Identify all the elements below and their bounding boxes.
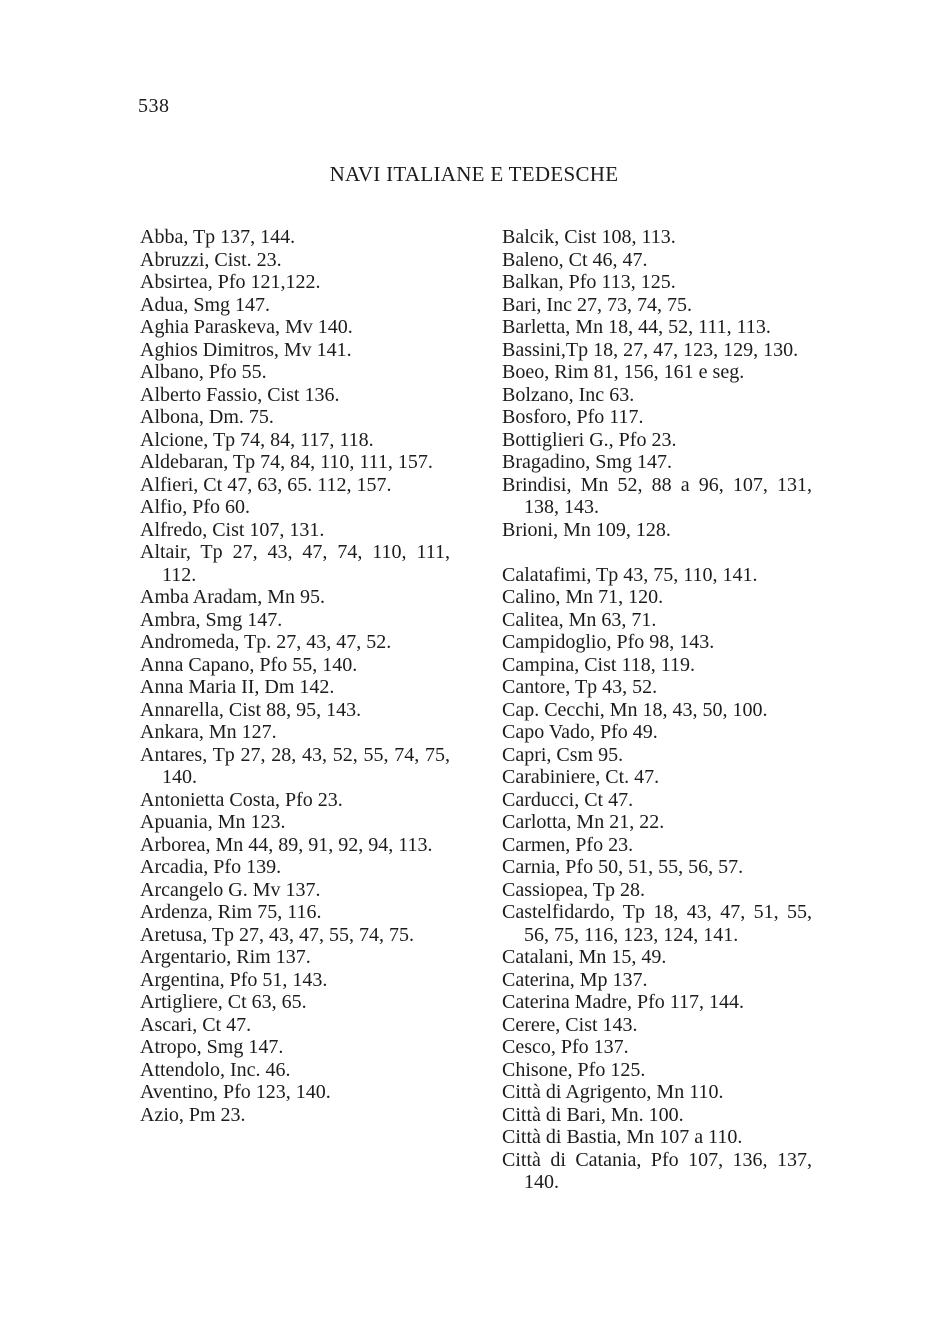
index-entry: Cap. Cecchi, Mn 18, 43, 50, 100. <box>502 698 768 721</box>
index-entry: Caterina, Mp 137. <box>502 968 648 991</box>
index-entry: Città di Agrigento, Mn 110. <box>502 1081 724 1103</box>
index-entry: Amba Aradam, Mn 95. <box>140 586 325 608</box>
index-entry: Carnia, Pfo 50, 51, 55, 56, 57. <box>502 856 744 878</box>
index-entry: Ankara, Mn 127. <box>140 721 277 743</box>
index-entry: Città di Bastia, Mn 107 a 110. <box>502 1126 743 1148</box>
index-entry: Calatafimi, Tp 43, 75, 110, 141. <box>502 563 758 586</box>
index-entry: Brioni, Mn 109, 128. <box>502 518 671 541</box>
index-column-left <box>140 226 450 1126</box>
index-entry: Aghios Dimitros, Mv 141. <box>140 338 352 361</box>
index-entry: Calitea, Mn 63, 71. <box>502 608 657 631</box>
index-entry: Annarella, Cist 88, 95, 143. <box>140 698 362 721</box>
index-entry: Campina, Cist 118, 119. <box>502 653 695 676</box>
index-entry: Bassini,Tp 18, 27, 47, 123, 129, 130. <box>502 338 799 361</box>
index-entry: Aventino, Pfo 123, 140. <box>140 1081 331 1103</box>
index-entry: Capri, Csm 95. <box>502 743 624 766</box>
index-entry: Aghia Paraskeva, Mv 140. <box>140 316 353 338</box>
index-entry: Carmen, Pfo 23. <box>502 833 634 856</box>
index-entry: Alfieri, Ct 47, 63, 65. 112, 157. <box>140 473 392 496</box>
index-entry: Carlotta, Mn 21, 22. <box>502 811 665 833</box>
index-entry: Brindisi, Mn 52, 88 a 96, 107, 131, 138, 143. <box>502 473 812 518</box>
index-entry: Aretusa, Tp 27, 43, 47, 55, 74, 75. <box>140 923 415 946</box>
index-entry: Città di Bari, Mn. 100. <box>502 1103 684 1126</box>
index-entry: Città di Catania, Pfo 107, 136, 137, 140. <box>502 1148 812 1193</box>
index-entry: Apuania, Mn 123. <box>140 811 286 833</box>
index-entry: Attendolo, Inc. 46. <box>140 1058 291 1081</box>
index-entry: Andromeda, Tp. 27, 43, 47, 52. <box>140 631 392 653</box>
index-entry: Abruzzi, Cist. 23. <box>140 248 282 271</box>
index-entry: Caterina Madre, Pfo 117, 144. <box>502 991 744 1013</box>
index-entry: Ardenza, Rim 75, 116. <box>140 901 322 923</box>
index-entry: Cassiopea, Tp 28. <box>502 878 645 901</box>
index-entry: Artigliere, Ct 63, 65. <box>140 991 307 1013</box>
index-entry: Ambra, Smg 147. <box>140 608 283 631</box>
index-entry: Cesco, Pfo 137. <box>502 1036 629 1058</box>
index-entry: Boeo, Rim 81, 156, 161 e seg. <box>502 361 745 383</box>
index-entry: Albano, Pfo 55. <box>140 361 267 383</box>
index-entry: Alcione, Tp 74, 84, 117, 118. <box>140 428 374 451</box>
index-entry: Ascari, Ct 47. <box>140 1013 252 1036</box>
index-entry: Altair, Tp 27, 43, 47, 74, 110, 111, 112. <box>140 541 450 586</box>
index-entry: Arcangelo G. Mv 137. <box>140 878 321 901</box>
index-entry: Bragadino, Smg 147. <box>502 451 672 473</box>
index-entry: Castelfidardo, Tp 18, 43, 47, 51, 55, 56, 75, 116, 123, 124, 141. <box>502 901 812 946</box>
index-entry: Balcik, Cist 108, 113. <box>502 226 676 248</box>
index-entry: Cerere, Cist 143. <box>502 1013 638 1036</box>
index-entry: Albona, Dm. 75. <box>140 406 274 428</box>
index-entry: Argentina, Pfo 51, 143. <box>140 968 328 991</box>
index-entry: Bolzano, Inc 63. <box>502 383 635 406</box>
index-entry: Carducci, Ct 47. <box>502 788 634 811</box>
index-entry: Campidoglio, Pfo 98, 143. <box>502 631 715 653</box>
page-number: 538 <box>138 95 170 117</box>
index-entry: Capo Vado, Pfo 49. <box>502 721 658 743</box>
index-entry: Balkan, Pfo 113, 125. <box>502 271 676 293</box>
index-entry: Cantore, Tp 43, 52. <box>502 676 658 698</box>
index-entry: Abba, Tp 137, 144. <box>140 226 296 248</box>
index-entry: Antares, Tp 27, 28, 43, 52, 55, 74, 75, 140. <box>140 743 450 788</box>
index-entry: Aldebaran, Tp 74, 84, 110, 111, 157. <box>140 451 433 473</box>
index-entry: Antonietta Costa, Pfo 23. <box>140 788 343 811</box>
index-entry: Adua, Smg 147. <box>140 293 270 316</box>
index-entry: Barletta, Mn 18, 44, 52, 111, 113. <box>502 316 771 338</box>
section-gap <box>502 541 812 564</box>
index-entry: Bosforo, Pfo 117. <box>502 406 644 428</box>
index-entry: Arborea, Mn 44, 89, 91, 92, 94, 113. <box>140 833 433 856</box>
index-entry: Chisone, Pfo 125. <box>502 1058 646 1081</box>
index-entry: Alberto Fassio, Cist 136. <box>140 383 340 406</box>
index-entry: Anna Maria II, Dm 142. <box>140 676 335 698</box>
index-entry: Calino, Mn 71, 120. <box>502 586 664 608</box>
index-entry: Absirtea, Pfo 121,122. <box>140 271 321 293</box>
index-column-right <box>502 226 812 1194</box>
index-entry: Anna Capano, Pfo 55, 140. <box>140 653 358 676</box>
index-entry: Atropo, Smg 147. <box>140 1036 284 1058</box>
index-entry: Baleno, Ct 46, 47. <box>502 248 648 271</box>
index-entry: Bottiglieri G., Pfo 23. <box>502 428 677 451</box>
index-entry: Catalani, Mn 15, 49. <box>502 946 667 968</box>
page-title: NAVI ITALIANE E TEDESCHE <box>329 162 619 186</box>
index-entry: Alfredo, Cist 107, 131. <box>140 518 325 541</box>
index-entry: Argentario, Rim 137. <box>140 946 311 968</box>
index-entry: Arcadia, Pfo 139. <box>140 856 282 878</box>
index-entry: Bari, Inc 27, 73, 74, 75. <box>502 293 692 316</box>
index-entry: Carabiniere, Ct. 47. <box>502 766 660 788</box>
index-entry: Azio, Pm 23. <box>140 1103 246 1126</box>
index-entry: Alfio, Pfo 60. <box>140 496 250 518</box>
